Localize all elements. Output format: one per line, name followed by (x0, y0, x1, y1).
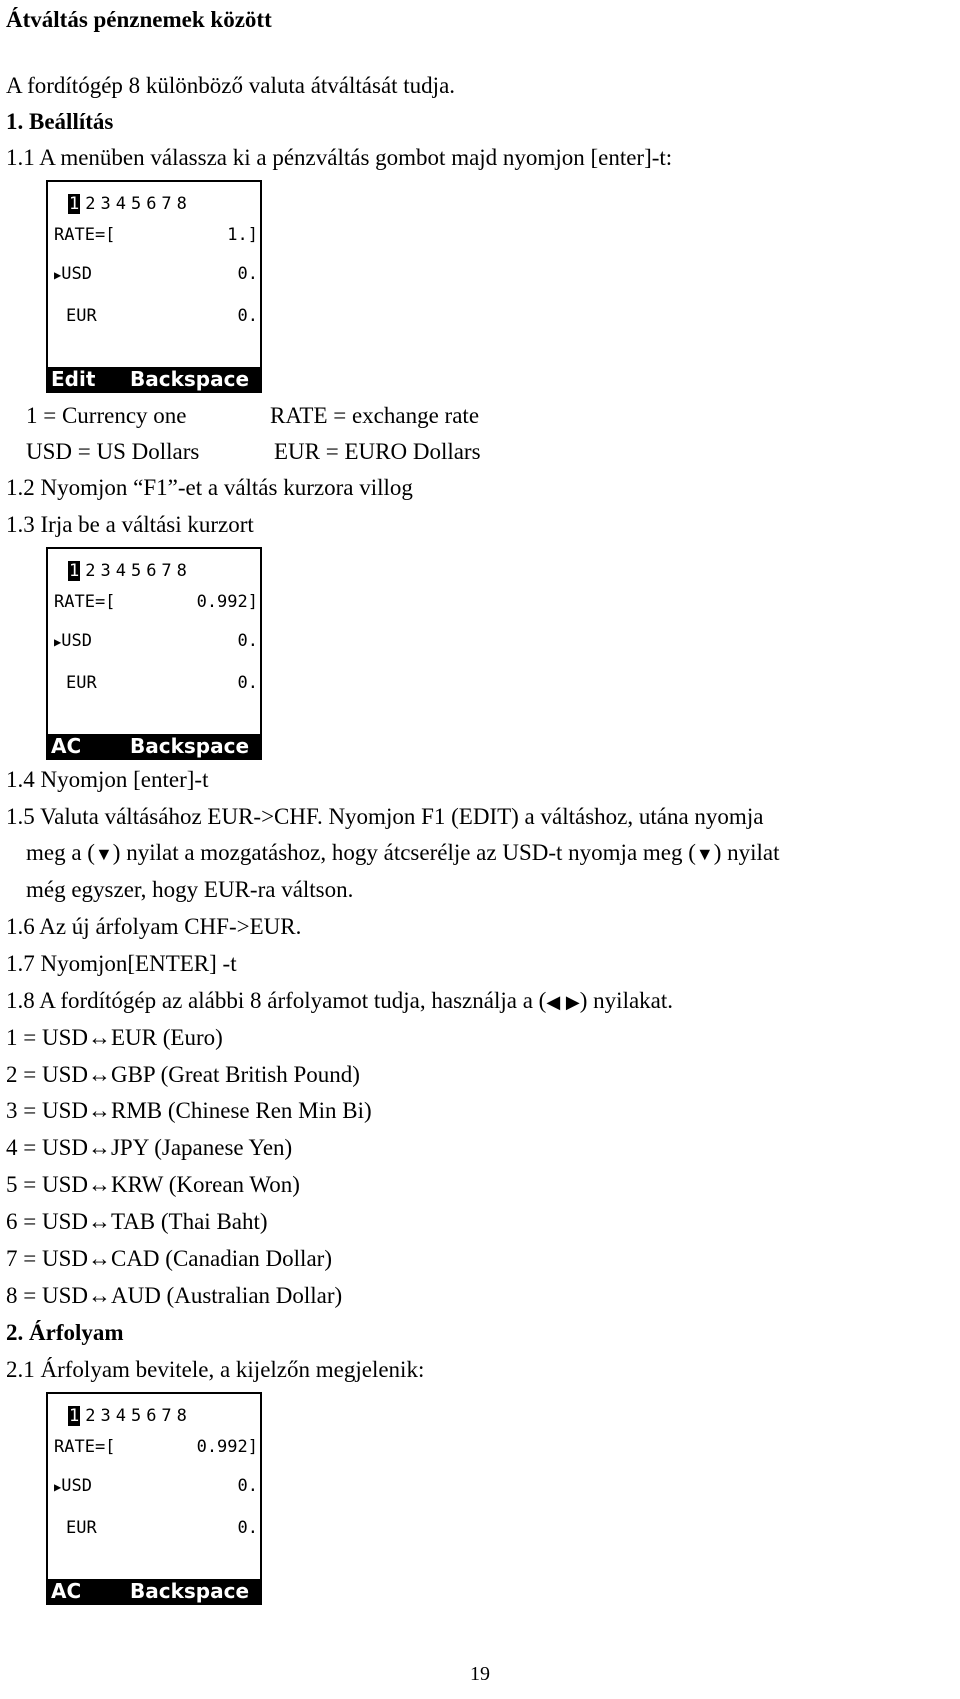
page-number: 19 (470, 1663, 490, 1685)
legend-rate: RATE = exchange rate (270, 403, 480, 428)
cursor-arrow-icon: ▶ (54, 1480, 62, 1494)
step-1-5-text-c: ) nyilat (713, 840, 780, 865)
rate-row (54, 592, 260, 614)
legend-usd: USD = US Dollars (26, 439, 200, 464)
calculator-screen-1 (46, 180, 262, 393)
usd-row (54, 264, 260, 286)
tab-numbers: 2345678 (85, 194, 192, 214)
rate-value: 0.992] (196, 592, 258, 612)
rate-value: 0.992] (196, 1437, 258, 1457)
step-1-6: 1.6 Az új árfolyam CHF->EUR. (6, 914, 302, 939)
calculator-screen-3 (46, 1392, 262, 1605)
currency-pair-5: 5 = USD↔KRW (Korean Won) (6, 1172, 300, 1197)
rate-label: RATE=[ (54, 1437, 116, 1457)
softkey-bar (48, 734, 260, 758)
intro-text: A fordítógép 8 különböző valuta átváltását tudja. (6, 73, 456, 98)
step-1-7: 1.7 Nyomjon[ENTER] -t (6, 951, 237, 976)
softkey-ac: AC (51, 1579, 82, 1603)
down-triangle-icon: ▼ (94, 844, 113, 864)
step-1-5-line-2 (26, 839, 780, 868)
step-1-4: 1.4 Nyomjon [enter]-t (6, 767, 209, 792)
step-1-2: 1.2 Nyomjon “F1”-et a váltás kurzora villog (6, 475, 413, 500)
step-2-1: 2.1 Árfolyam bevitele, a kijelzőn megjelenik: (6, 1357, 425, 1382)
softkey-bar (48, 1579, 260, 1603)
usd-row (54, 1476, 260, 1498)
eur-label: EUR (66, 306, 97, 326)
softkey-backspace: Backspace (130, 1579, 250, 1603)
currency-pair-7: 7 = USD↔CAD (Canadian Dollar) (6, 1246, 332, 1271)
left-triangle-icon: ◀ (546, 992, 561, 1012)
usd-value: 0. (237, 264, 258, 284)
usd-value: 0. (237, 631, 258, 651)
eur-row (54, 1518, 260, 1540)
usd-label: USD (61, 264, 92, 284)
currency-pair-2: 2 = USD↔GBP (Great British Pound) (6, 1062, 360, 1087)
cursor-arrow-icon: ▶ (54, 635, 62, 649)
usd-label: USD (61, 631, 92, 651)
currency-pair-1: 1 = USD↔EUR (Euro) (6, 1025, 223, 1050)
currency-pair-3: 3 = USD↔RMB (Chinese Ren Min Bi) (6, 1098, 372, 1123)
softkey-edit: Edit (51, 367, 96, 391)
softkey-backspace: Backspace (130, 734, 250, 758)
eur-value: 0. (237, 1518, 258, 1538)
step-1-3: 1.3 Irja be a váltási kurzort (6, 512, 254, 537)
calculator-screen-2 (46, 547, 262, 760)
currency-pair-6: 6 = USD↔TAB (Thai Baht) (6, 1209, 268, 1234)
step-1-5-text-a: meg a ( (26, 840, 95, 865)
tab-row (68, 194, 192, 214)
section-heading-2: 2. Árfolyam (6, 1320, 124, 1345)
down-triangle-icon: ▼ (695, 844, 714, 864)
tab-1-selected: 1 (69, 1406, 80, 1426)
rate-row (54, 225, 260, 247)
tab-numbers: 2345678 (85, 1406, 192, 1426)
eur-row (54, 306, 260, 328)
currency-pair-4: 4 = USD↔JPY (Japanese Yen) (6, 1135, 293, 1160)
step-1-8-text-a: 1.8 A fordítógép az alábbi 8 árfolyamot tudja, használja a ( (6, 988, 547, 1013)
section-heading-1: 1. Beállítás (6, 109, 114, 134)
page-title: Átváltás pénznemek között (6, 7, 272, 32)
tab-1-selected: 1 (69, 194, 80, 214)
eur-value: 0. (237, 673, 258, 693)
legend-currency-one: 1 = Currency one (26, 403, 187, 428)
tab-row (68, 561, 192, 581)
rate-label: RATE=[ (54, 225, 116, 245)
step-1-1: 1.1 A menüben válassza ki a pénzváltás gombot majd nyomjon [enter]-t: (6, 145, 673, 170)
eur-label: EUR (66, 673, 97, 693)
tab-numbers: 2345678 (85, 561, 192, 581)
tab-1-selected: 1 (69, 561, 80, 581)
usd-label: USD (61, 1476, 92, 1496)
tab-row (68, 1406, 192, 1426)
cursor-arrow-icon: ▶ (54, 268, 62, 282)
step-1-5-line-1: 1.5 Valuta váltásához EUR->CHF. Nyomjon F1 (EDIT) a váltáshoz, utána nyomja (6, 804, 764, 829)
step-1-5-text-b: ) nyilat a mozgatáshoz, hogy átcserélje az USD-t nyomja meg ( (112, 840, 696, 865)
rate-row (54, 1437, 260, 1459)
softkey-bar (48, 367, 260, 391)
currency-pair-8: 8 = USD↔AUD (Australian Dollar) (6, 1283, 343, 1308)
softkey-backspace: Backspace (130, 367, 250, 391)
step-1-8 (6, 987, 673, 1016)
usd-value: 0. (237, 1476, 258, 1496)
softkey-ac: AC (51, 734, 82, 758)
usd-row (54, 631, 260, 653)
right-triangle-icon: ▶ (565, 992, 580, 1012)
eur-label: EUR (66, 1518, 97, 1538)
step-1-8-text-b: ) nyilakat. (579, 988, 674, 1013)
rate-value: 1.] (227, 225, 258, 245)
rate-label: RATE=[ (54, 592, 116, 612)
eur-value: 0. (237, 306, 258, 326)
step-1-5-line-3: még egyszer, hogy EUR-ra váltson. (26, 877, 354, 902)
eur-row (54, 673, 260, 695)
legend-eur: EUR = EURO Dollars (274, 439, 481, 464)
